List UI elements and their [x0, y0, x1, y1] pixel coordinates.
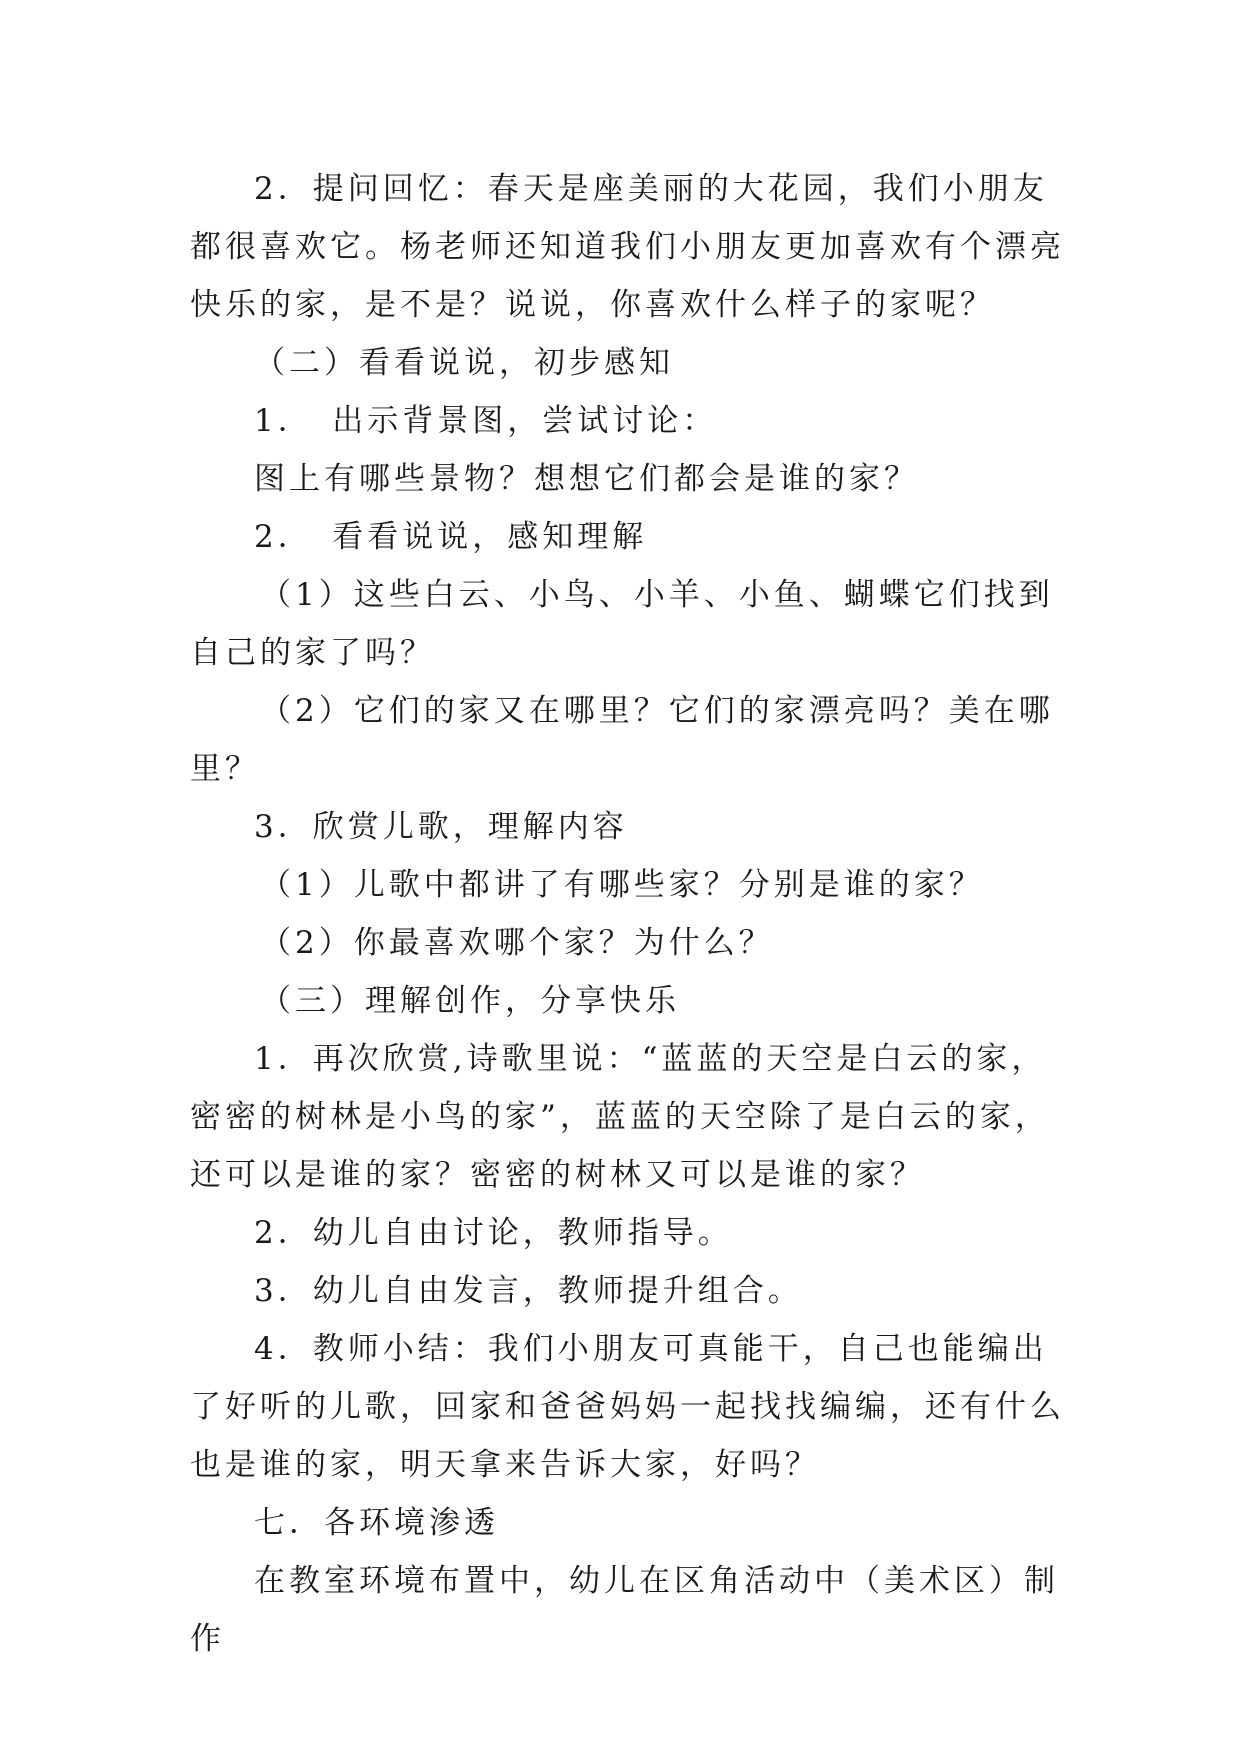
- section-heading-create-share: （三）理解创作，分享快乐: [260, 983, 680, 1019]
- paragraph-scenery-question: 图上有哪些景物？想想它们都会是谁的家？: [254, 461, 919, 497]
- document-body: [190, 160, 1070, 1668]
- paragraph-sub-question-1: （1）这些白云、小鸟、小羊、小鱼、蝴蝶它们找到自己的家了吗？: [190, 577, 1054, 671]
- paragraph-teacher-summary: 4．教师小结：我们小朋友可真能干，自己也能编出了好听的儿歌，回家和爸爸妈妈一起找找编编，还有什么也是谁的家，明天拿来告诉大家，好吗？: [190, 1331, 1065, 1483]
- section-heading-look-and-say: （二）看看说说，初步感知: [254, 345, 674, 381]
- paragraph-classroom-environment: 在教室环境布置中，幼儿在区角活动中（美术区）制作: [190, 1563, 1059, 1657]
- section-heading-environment: 七．各环境渗透: [254, 1505, 499, 1541]
- paragraph-look-and-understand: 2． 看看说说，感知理解: [254, 519, 648, 555]
- paragraph-free-speech: 3．幼儿自由发言，教师提升组合。: [254, 1273, 803, 1309]
- paragraph-free-discussion: 2．幼儿自由讨论，教师指导。: [254, 1215, 733, 1251]
- paragraph-song-question-1: （1）儿歌中都讲了有哪些家？分别是谁的家？: [260, 867, 984, 903]
- paragraph-song-question-2: （2）你最喜欢哪个家？为什么？: [260, 925, 774, 961]
- paragraph-appreciate-song: 3．欣赏儿歌，理解内容: [254, 809, 628, 845]
- paragraph-question-recall: 2．提问回忆：春天是座美丽的大花园，我们小朋友都很喜欢它。杨老师还知道我们小朋友更加喜欢有个漂亮快乐的家，是不是？说说，你喜欢什么样子的家呢？: [190, 171, 1065, 323]
- paragraph-sub-question-2: （2）它们的家又在哪里？它们的家漂亮吗？美在哪里？: [190, 693, 1054, 787]
- paragraph-appreciate-again: 1．再次欣赏,诗歌里说：“蓝蓝的天空是白云的家，密密的树林是小鸟的家”，蓝蓝的天空除了是白云的家，还可以是谁的家？密密的树林又可以是谁的家？: [190, 1041, 1050, 1193]
- paragraph-show-background: 1． 出示背景图，尝试讨论：: [254, 403, 718, 439]
